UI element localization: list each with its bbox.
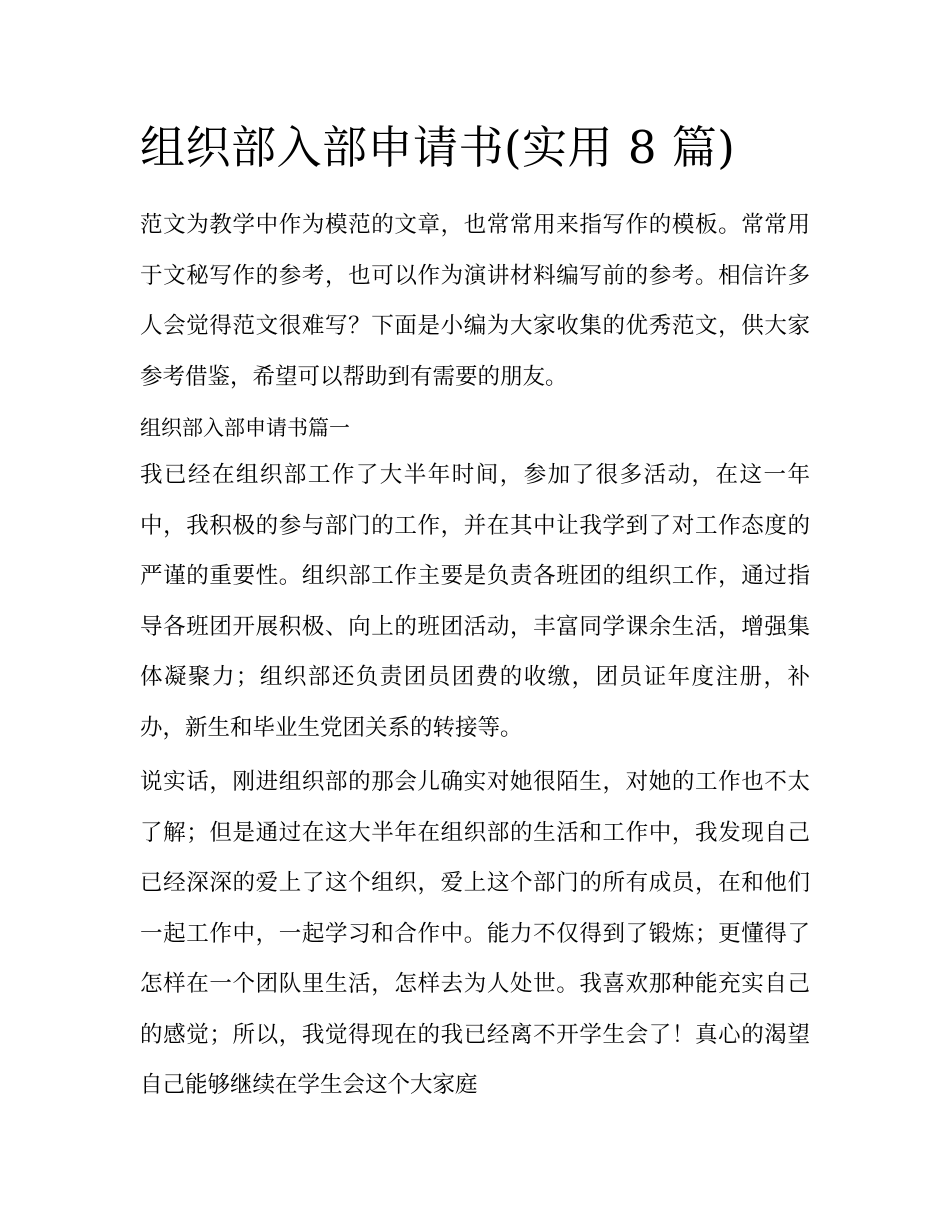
section-heading: 组织部入部申请书篇一 xyxy=(140,416,350,440)
body-paragraph-2: 说实话，刚进组织部的那会儿确实对她很陌生，对她的工作也不太了解；但是通过在这大半年在组织部的生活和工作中，我发现自己已经深深的爱上了这个组织，爱上这个部门的所有成员，在和他们一起工作中，一起学习和合作中。能力不仅得到了锻炼；更懂得了怎样在一个团队里生活，怎样去为人处世。我喜欢那种能充实自己的感觉；所以，我觉得现在的我已经离不开学生会了！真心的渴望自己能够继续在学生会这个大家庭 xyxy=(140,769,810,1098)
body-paragraph-1: 我已经在组织部工作了大半年时间，参加了很多活动，在这一年中，我积极的参与部门的工作，并在其中让我学到了对工作态度的严谨的重要性。组织部工作主要是负责各班团的组织工作，通过指导各班团开展积极、向上的班团活动，丰富同学课余生活，增强集体凝聚力；组织部还负责团员团费的收缴，团员证年度注册，补办，新生和毕业生党团关系的转接等。 xyxy=(140,462,810,741)
document-title: 组织部入部申请书(实用 8 篇) xyxy=(140,121,736,174)
document-body xyxy=(140,200,810,1115)
intro-paragraph: 范文为教学中作为模范的文章，也常常用来指写作的模板。常常用于文秘写作的参考，也可以作为演讲材料编写前的参考。相信许多人会觉得范文很难写？下面是小编为大家收集的优秀范文，供大家参考借鉴，希望可以帮助到有需要的朋友。 xyxy=(140,212,810,390)
